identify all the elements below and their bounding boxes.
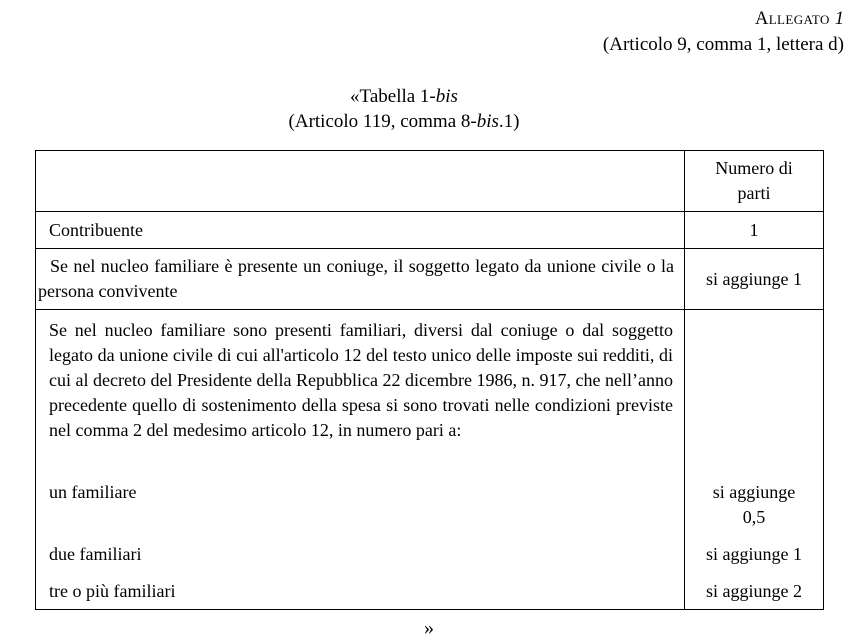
document-header xyxy=(0,8,858,58)
article-reference: (Articolo 9, comma 1, lettera d) xyxy=(602,34,844,55)
allegato-heading xyxy=(0,8,844,31)
contribuente-value: 1 xyxy=(685,212,824,249)
table-title-prefix: «Tabella 1- xyxy=(350,86,436,107)
three-plus-family-members-label: tre o più familiari xyxy=(36,567,685,610)
contribuente-label: Contribuente xyxy=(36,212,685,249)
two-family-members-label: due familiari xyxy=(36,530,685,567)
allegato-label: Allegato xyxy=(754,9,830,29)
parts-table xyxy=(35,150,824,610)
one-family-member-value: si aggiunge 0,5 xyxy=(685,468,824,530)
family-paragraph-empty-cell xyxy=(685,310,824,468)
table-subtitle-suffix: .1) xyxy=(498,111,520,132)
table-title-italic: bis xyxy=(435,86,458,107)
table-subtitle-prefix: (Articolo 119, comma 8- xyxy=(288,111,477,132)
table-header-row xyxy=(36,151,824,212)
closing-quote-mark: » xyxy=(424,617,434,635)
table-row xyxy=(36,249,824,310)
table-row xyxy=(36,212,824,249)
coniuge-value: si aggiunge 1 xyxy=(685,249,824,310)
family-paragraph: Se nel nucleo familiare sono presenti familiari, diversi dal coniuge o dal soggetto legato da unione civile di cui all'articolo 12 del testo unico delle imposte sui redditi, di cui al decreto del Presidente della Repubblica 22 dicembre 1986, n. 917, che nell’anno precedente quello di sostenimento della spesa si sono trovati nelle condizioni previste nel comma 2 del medesimo articolo 12, in numero pari a: xyxy=(49,320,673,440)
table-title xyxy=(10,84,798,109)
table-subtitle xyxy=(10,109,798,135)
title-block xyxy=(10,84,798,135)
allegato-number: 1 xyxy=(834,9,844,29)
family-paragraph-cell xyxy=(36,310,685,468)
family-item-row xyxy=(36,530,824,567)
table-subtitle-italic: bis xyxy=(476,111,499,132)
one-family-member-label: un familiare xyxy=(36,468,685,530)
three-plus-family-members-value: si aggiunge 2 xyxy=(685,567,824,610)
family-paragraph-row xyxy=(36,310,824,468)
family-item-row xyxy=(36,567,824,610)
family-item-row xyxy=(36,468,824,530)
header-parts-cell: Numero di parti xyxy=(685,151,824,212)
header-empty-cell xyxy=(36,151,685,212)
two-family-members-value: si aggiunge 1 xyxy=(685,530,824,567)
coniuge-label: Se nel nucleo familiare è presente un coniuge, il soggetto legato da unione civile o la persona convivente xyxy=(36,249,685,310)
